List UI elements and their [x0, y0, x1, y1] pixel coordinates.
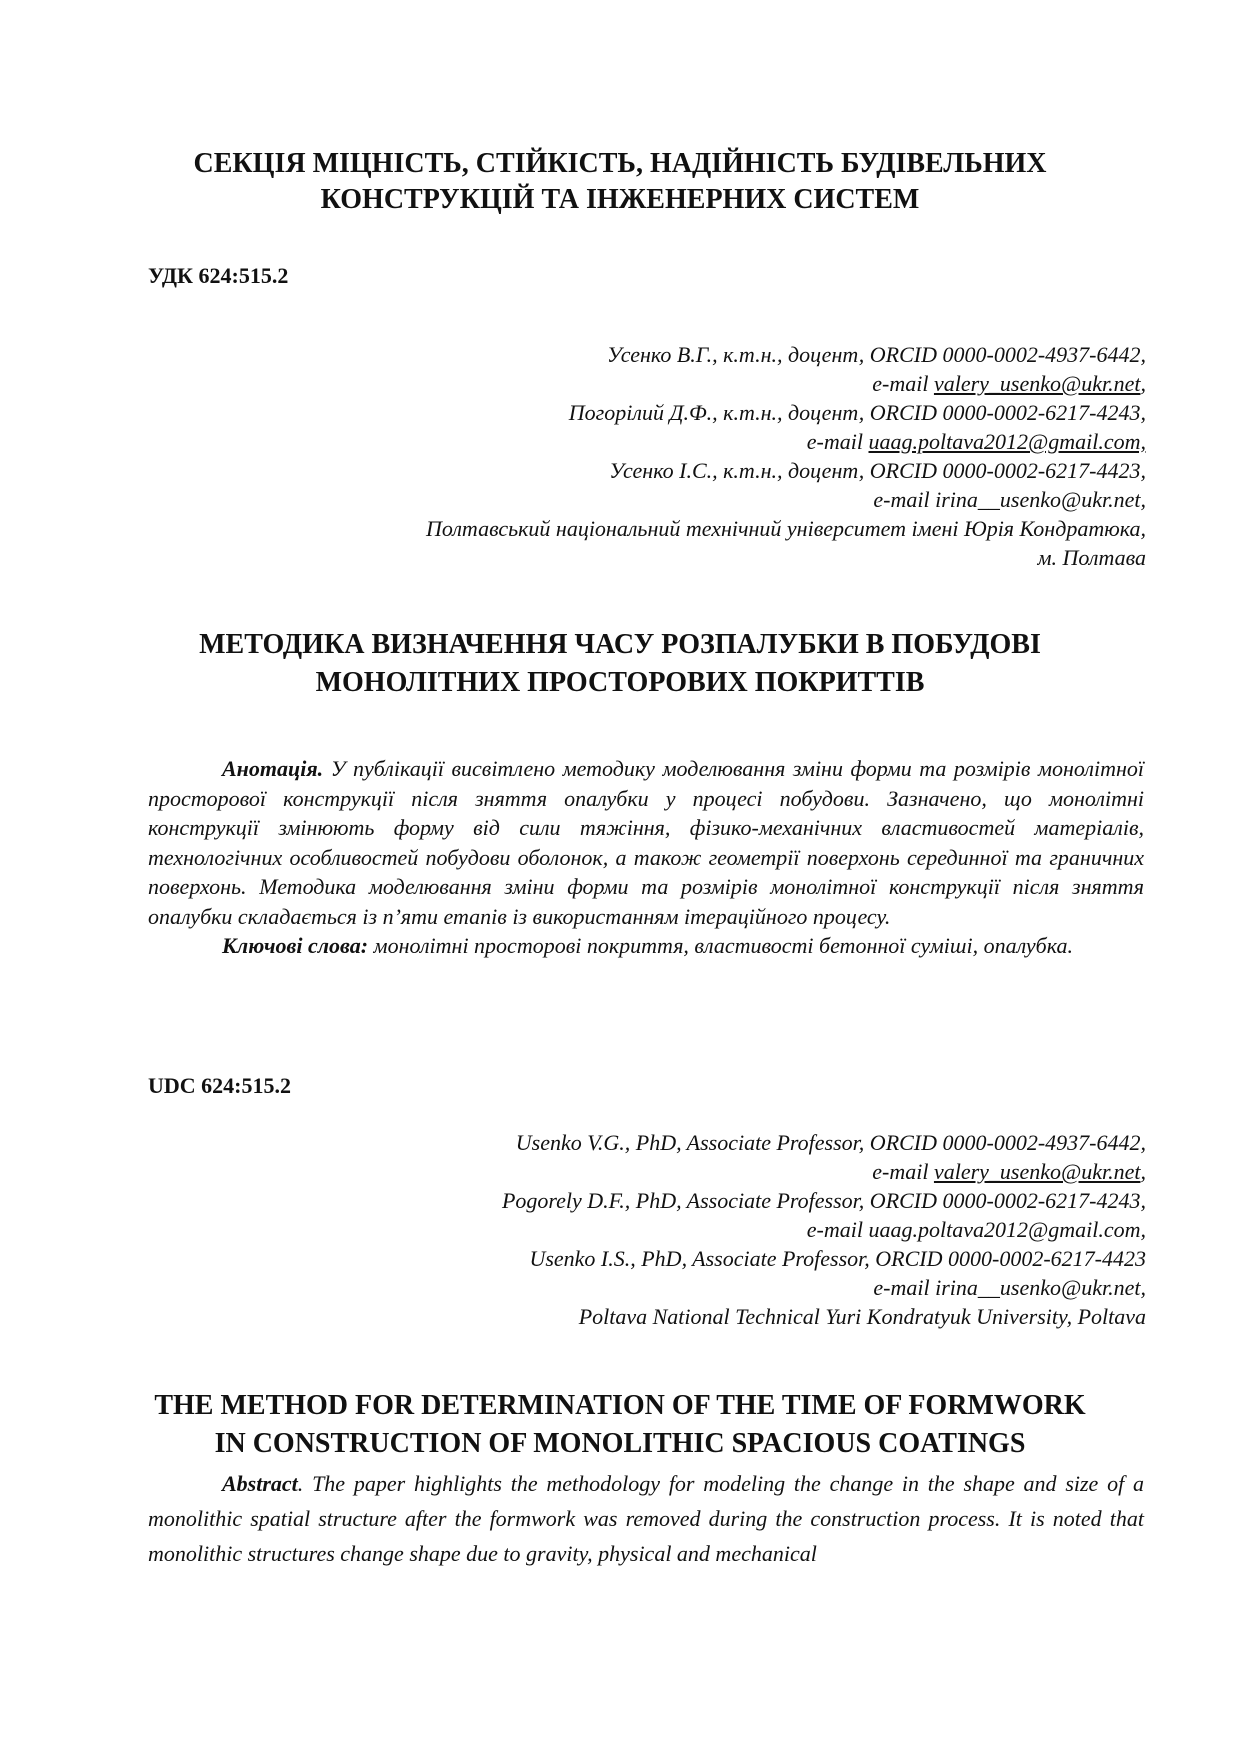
abstract-label: Abstract: [222, 1471, 298, 1496]
affiliation-city: м. Полтава: [1037, 545, 1146, 570]
author-email-line: [502, 1157, 1146, 1186]
abstract-label: Анотація.: [222, 756, 324, 781]
author-email-line: e-mail irina__usenko@ukr.net,: [873, 1275, 1146, 1300]
author-email-line: [426, 427, 1146, 456]
abstract-text: . The paper highlights the methodology for modeling the change in the shape and size of a monolithic spatial structure after the formwork was removed during the construction process. It is noted that monolithic structures change shape due to gravity, physical and mechanical: [148, 1471, 1144, 1566]
email-suffix: ,: [1140, 1159, 1146, 1184]
email-link[interactable]: valery_usenko@ukr.net: [933, 371, 1141, 396]
email-prefix: e-mail: [872, 1159, 934, 1184]
authors-block-english: [502, 1128, 1146, 1331]
title-line-1: THE METHOD FOR DETERMINATION OF THE TIME OF FORMWORK: [154, 1390, 1086, 1421]
author-email-line: [426, 369, 1146, 398]
affiliation-line: Poltava National Technical Yuri Kondratyuk University, Poltava: [578, 1304, 1146, 1329]
article-title-ukrainian: [150, 626, 1090, 702]
abstract-paragraph: [148, 1466, 1144, 1571]
email-link[interactable]: uaag.poltava2012@gmail.com,: [868, 429, 1146, 454]
title-line-2: IN CONSTRUCTION OF MONOLITHIC SPACIOUS COATINGS: [214, 1428, 1026, 1459]
email-link[interactable]: valery_usenko@ukr.net: [933, 1159, 1141, 1184]
section-heading-line-1: СЕКЦІЯ МІЦНІСТЬ, СТІЙКІСТЬ, НАДІЙНІСТЬ БУДІВЕЛЬНИХ: [193, 148, 1047, 179]
title-line-1: МЕТОДИКА ВИЗНАЧЕННЯ ЧАСУ РОЗПАЛУБКИ В ПОБУДОВІ: [199, 629, 1041, 660]
author-email-line: e-mail irina__usenko@ukr.net,: [873, 487, 1146, 512]
author-line: Усенко І.С., к.т.н., доцент, ORCID 0000-0002-6217-4423,: [609, 458, 1146, 483]
email-prefix: e-mail: [872, 371, 934, 396]
udc-ukrainian: УДК 624:515.2: [148, 263, 289, 288]
email-prefix: e-mail: [806, 429, 869, 454]
section-heading: [150, 146, 1090, 218]
abstract-ukrainian: [148, 754, 1144, 961]
abstract-text: У публікації висвітлено методику моделювання зміни форми та розмірів монолітної просторової конструкції після зняття опалубки у процесі побудови. Зазначено, що монолітні конструкції змінюють форму від сили тяжіння, фізико-механічних властивостей матеріалів, технологічних особливостей побудови оболонок, а також геометрії поверхонь серединної та граничних поверхонь. Методика моделювання зміни форми та розмірів монолітної конструкції після зняття опалубки складається із п’яти етапів із використанням ітераційного процесу.: [148, 756, 1144, 929]
section-heading-line-2: КОНСТРУКЦІЙ ТА ІНЖЕНЕРНИХ СИСТЕМ: [320, 184, 920, 215]
article-title-english: [150, 1387, 1090, 1463]
title-line-2: МОНОЛІТНИХ ПРОСТОРОВИХ ПОКРИТТІВ: [315, 667, 925, 698]
author-line: Usenko V.G., PhD, Associate Professor, ORCID 0000-0002-4937-6442,: [515, 1130, 1146, 1155]
author-line: Pogorely D.F., PhD, Associate Professor, ORCID 0000-0002-6217-4243,: [501, 1188, 1146, 1213]
keywords-text: монолітні просторові покриття, властивості бетонної суміші, опалубка.: [368, 933, 1073, 958]
authors-block-ukrainian: [426, 340, 1146, 572]
author-email-line: e-mail uaag.poltava2012@gmail.com,: [806, 1217, 1146, 1242]
affiliation-line: Полтавський національний технічний університет імені Юрія Кондратюка,: [425, 516, 1146, 541]
email-suffix: ,: [1140, 371, 1146, 396]
author-line: Погорілий Д.Ф., к.т.н., доцент, ORCID 0000-0002-6217-4243,: [568, 400, 1146, 425]
keywords-label: Ключові слова:: [222, 933, 369, 958]
keywords-paragraph: [148, 931, 1144, 961]
udc-english: UDC 624:515.2: [148, 1073, 291, 1098]
abstract-english: [148, 1466, 1144, 1571]
abstract-paragraph: [148, 754, 1144, 931]
author-line: Usenko I.S., PhD, Associate Professor, ORCID 0000-0002-6217-4423: [529, 1246, 1146, 1271]
author-line: Усенко В.Г., к.т.н., доцент, ORCID 0000-0002-4937-6442,: [606, 342, 1146, 367]
